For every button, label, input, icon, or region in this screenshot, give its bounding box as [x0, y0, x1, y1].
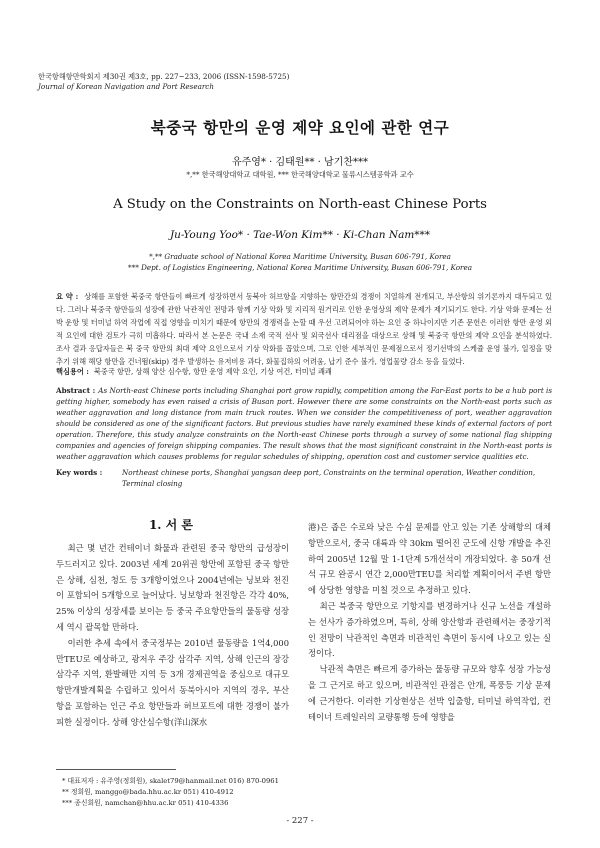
abstract-korean [56, 290, 552, 368]
page-number: - 227 - [286, 816, 314, 826]
keywords-english-text: Northeast chinese ports, Shanghai yangsan deep port, Constraints on the terminal operation, Weather condition, Terminal closing [122, 468, 536, 488]
title-korean: 북중국 항만의 운영 제약 요인에 관한 연구 [150, 118, 450, 137]
body-paragraph: 港)은 좁은 수로와 낮은 수심 문제를 안고 있는 기존 상해항의 대체 항만으로서, 중국 대륙과 약 30km 떨어진 군도에 신항 개발을 추진하여 2005년 12월 말 1-1단계 5개선석이 개장되었다. 총 50개 선석 규모 완공시 연간 2,000만TEU를 처리할 계획이어서 주변 항만에 상당한 영향을 미칠 것으로 추정하고 있다. [308, 522, 551, 596]
keywords-english-label: Key words : [56, 468, 103, 477]
abstract-korean-text: 상해를 포함한 북중국 항만들이 빠르게 성장하면서 동북아 허브항을 지향하는 항만간의 경쟁이 치열하게 전개되고, 부산항의 위기론까지 대두되고 있다. 그러나 북중국 항만들의 성장에 관한 낙관적인 전망과 함께 기상 악화 및 지리적 원거리로 인한 운영상의 제약 문제가 제기되기도 한다. 기상 악화 문제는 선박 운항 및 터미널 하역 작업에 직접 영향을 미치기 때문에 항만의 경쟁력을 논할 때 우선 고려되어야 하는 요인 중 하나이지만 기존 문헌은 이러한 항만 운영 외적 요인에 대한 검토가 극히 미흡하다. 따라서 본 논문은 국내 소재 국적 선사 및 외국선사 대리점을 대상으로 상해 및 북중국 항만의 제약 요인을 분석하였다. 조사 결과 응답자들은 북 중국 항만의 최대 제약 요인으로서 기상 악화를 꼽았으며, 그로 인한 세부적인 문제점으로서 정기선박의 스케쥴 운영 불가, 일정을 맞추기 위해 해당 항만을 건너뜀(skip) 경우 발생하는 유저비용 과다, 화물집하의 어려움, 납기 준수 불가, 영업물량 감소 등을 들었다. [56, 292, 552, 366]
body-paragraph: 최근 몇 년간 컨테이너 화물과 관련된 중국 항만의 급성장이 두드러지고 있다. 2003년 세계 20위권 항만에 포함된 중국 항만은 상해, 심천, 청도 등 3개항이었으나 2004년에는 닝보와 천진이 포함되어 5개항으로 늘어났다. 닝보항과 천진항은 각각 40%, 25% 이상의 성장세를 보이는 등 중국 주요항만들의 물동량 성장세 역시 괄목할 만하다. [56, 543, 289, 632]
journal-name-en: Journal of Korean Navigation and Port Research [38, 82, 214, 91]
keywords-korean-label: 핵심용어 : [56, 367, 89, 376]
title-english: A Study on the Constraints on North-east Chinese Ports [113, 197, 487, 212]
body-column-right [308, 520, 551, 725]
body-paragraph: 낙관적 측면은 빠르게 증가하는 물동량 규모와 향후 성장 가능성을 그 근거로 하고 있으며, 비관적인 관점은 안개, 폭풍등 기상 문제에 근거한다. 이러한 기상현상은 선박 입출항, 터미널 하역작업, 컨테이너 트레일러의 교량통행 등에 영향을 [308, 664, 551, 722]
affiliation-korean: *,** 한국해양대학교 대학원, *** 한국해양대학교 물류시스템공학과 교수 [186, 170, 414, 179]
footnote-1: * 대표저자 : 유주영(정회원), skalet79@hanmail.net 016) 870-0961 [62, 777, 279, 785]
affiliation-english-2: *** Dept. of Logistics Engineering, National Korea Maritime University, Busan 606-791, Korea [128, 263, 472, 272]
abstract-english [56, 385, 552, 462]
keywords-korean [56, 366, 552, 377]
affiliation-english-1: *,** Graduate school of National Korea Maritime University, Busan 606-791, Korea [149, 252, 451, 261]
footnote-2: ** 정회원, manggo@bada.hhu.ac.kr 051) 410-4912 [62, 788, 234, 796]
abstract-english-text: As North-east Chinese ports including Shanghai port grow rapidly, competition among the Far-East ports to be a hub port is getting higher, somebody has even raised a crisis of Busan port. However there are some constraints on the North-east ports such as weather aggravation and long distance from main truck routes. When we consider the competitiveness of port, weather aggravation should be considered as one of the significant factors. But previous studies have rarely examined these kinds of external factors of port operation. Therefore, this study analyze constraints on the North-east Chinese ports through a survey of some national flag shipping companies and agencies of foreign shipping companies. The result shows that the most significant constraint in the North-east ports is weather aggravation which causes problems for regular schedules of shipping, operation cost and customer service qualities etc. [56, 386, 553, 461]
body-paragraph: 최근 북중국 항만으로 기항지를 변경하거나 신규 노선을 개설하는 선사가 증가하였으며, 특히, 상해 양산항과 관련해서는 중장기적인 전망이 낙관적인 측면과 비관적인 측면이 동시에 나오고 있는 실정이다. [308, 600, 551, 659]
body-column-left [56, 541, 289, 731]
footnote-divider [56, 769, 176, 770]
abstract-english-label: Abstract : [56, 386, 96, 395]
body-paragraph: 이러한 추세 속에서 중국정부는 2010년 물동량을 1억4,000만TEU로 예상하고, 광저우 주강 삼각주 지역, 상해 인근의 장강 삼각주 지역, 환발해만 지역 등 3개 경제권역을 중심으로 대규모 항만개발계획을 수립하고 있어서 동북아시아 지역의 경우, 부산항을 포함하는 인근 주요 항만들과 허브포트에 대한 경쟁이 불가피한 실정이다. 상해 양산심수항(洋山深水 [56, 637, 289, 727]
journal-header [38, 72, 289, 92]
footnote-3: *** 종신회원, namchan@hhu.ac.kr 051) 410-4336 [62, 799, 229, 807]
keywords-korean-text: 북중국 항만, 상해 양산 심수항, 항만 운영 제약 요인, 기상 여건, 터미널 쾌쾌 [93, 367, 332, 376]
authors-english: Ju-Young Yoo* · Tae-Won Kim** · Ki-Chan Nam*** [169, 229, 431, 241]
keywords-english [56, 467, 552, 489]
abstract-korean-label: 요 약 : [56, 292, 79, 301]
journal-citation: 한국항해항만학회지 제30권 제3호, pp. 227~233, 2006 (ISSN-1598-5725) [38, 72, 290, 81]
authors-korean: 유주영* · 김태원** · 남기찬*** [231, 157, 368, 168]
section-heading-introduction: 1. 서 론 [148, 518, 194, 532]
